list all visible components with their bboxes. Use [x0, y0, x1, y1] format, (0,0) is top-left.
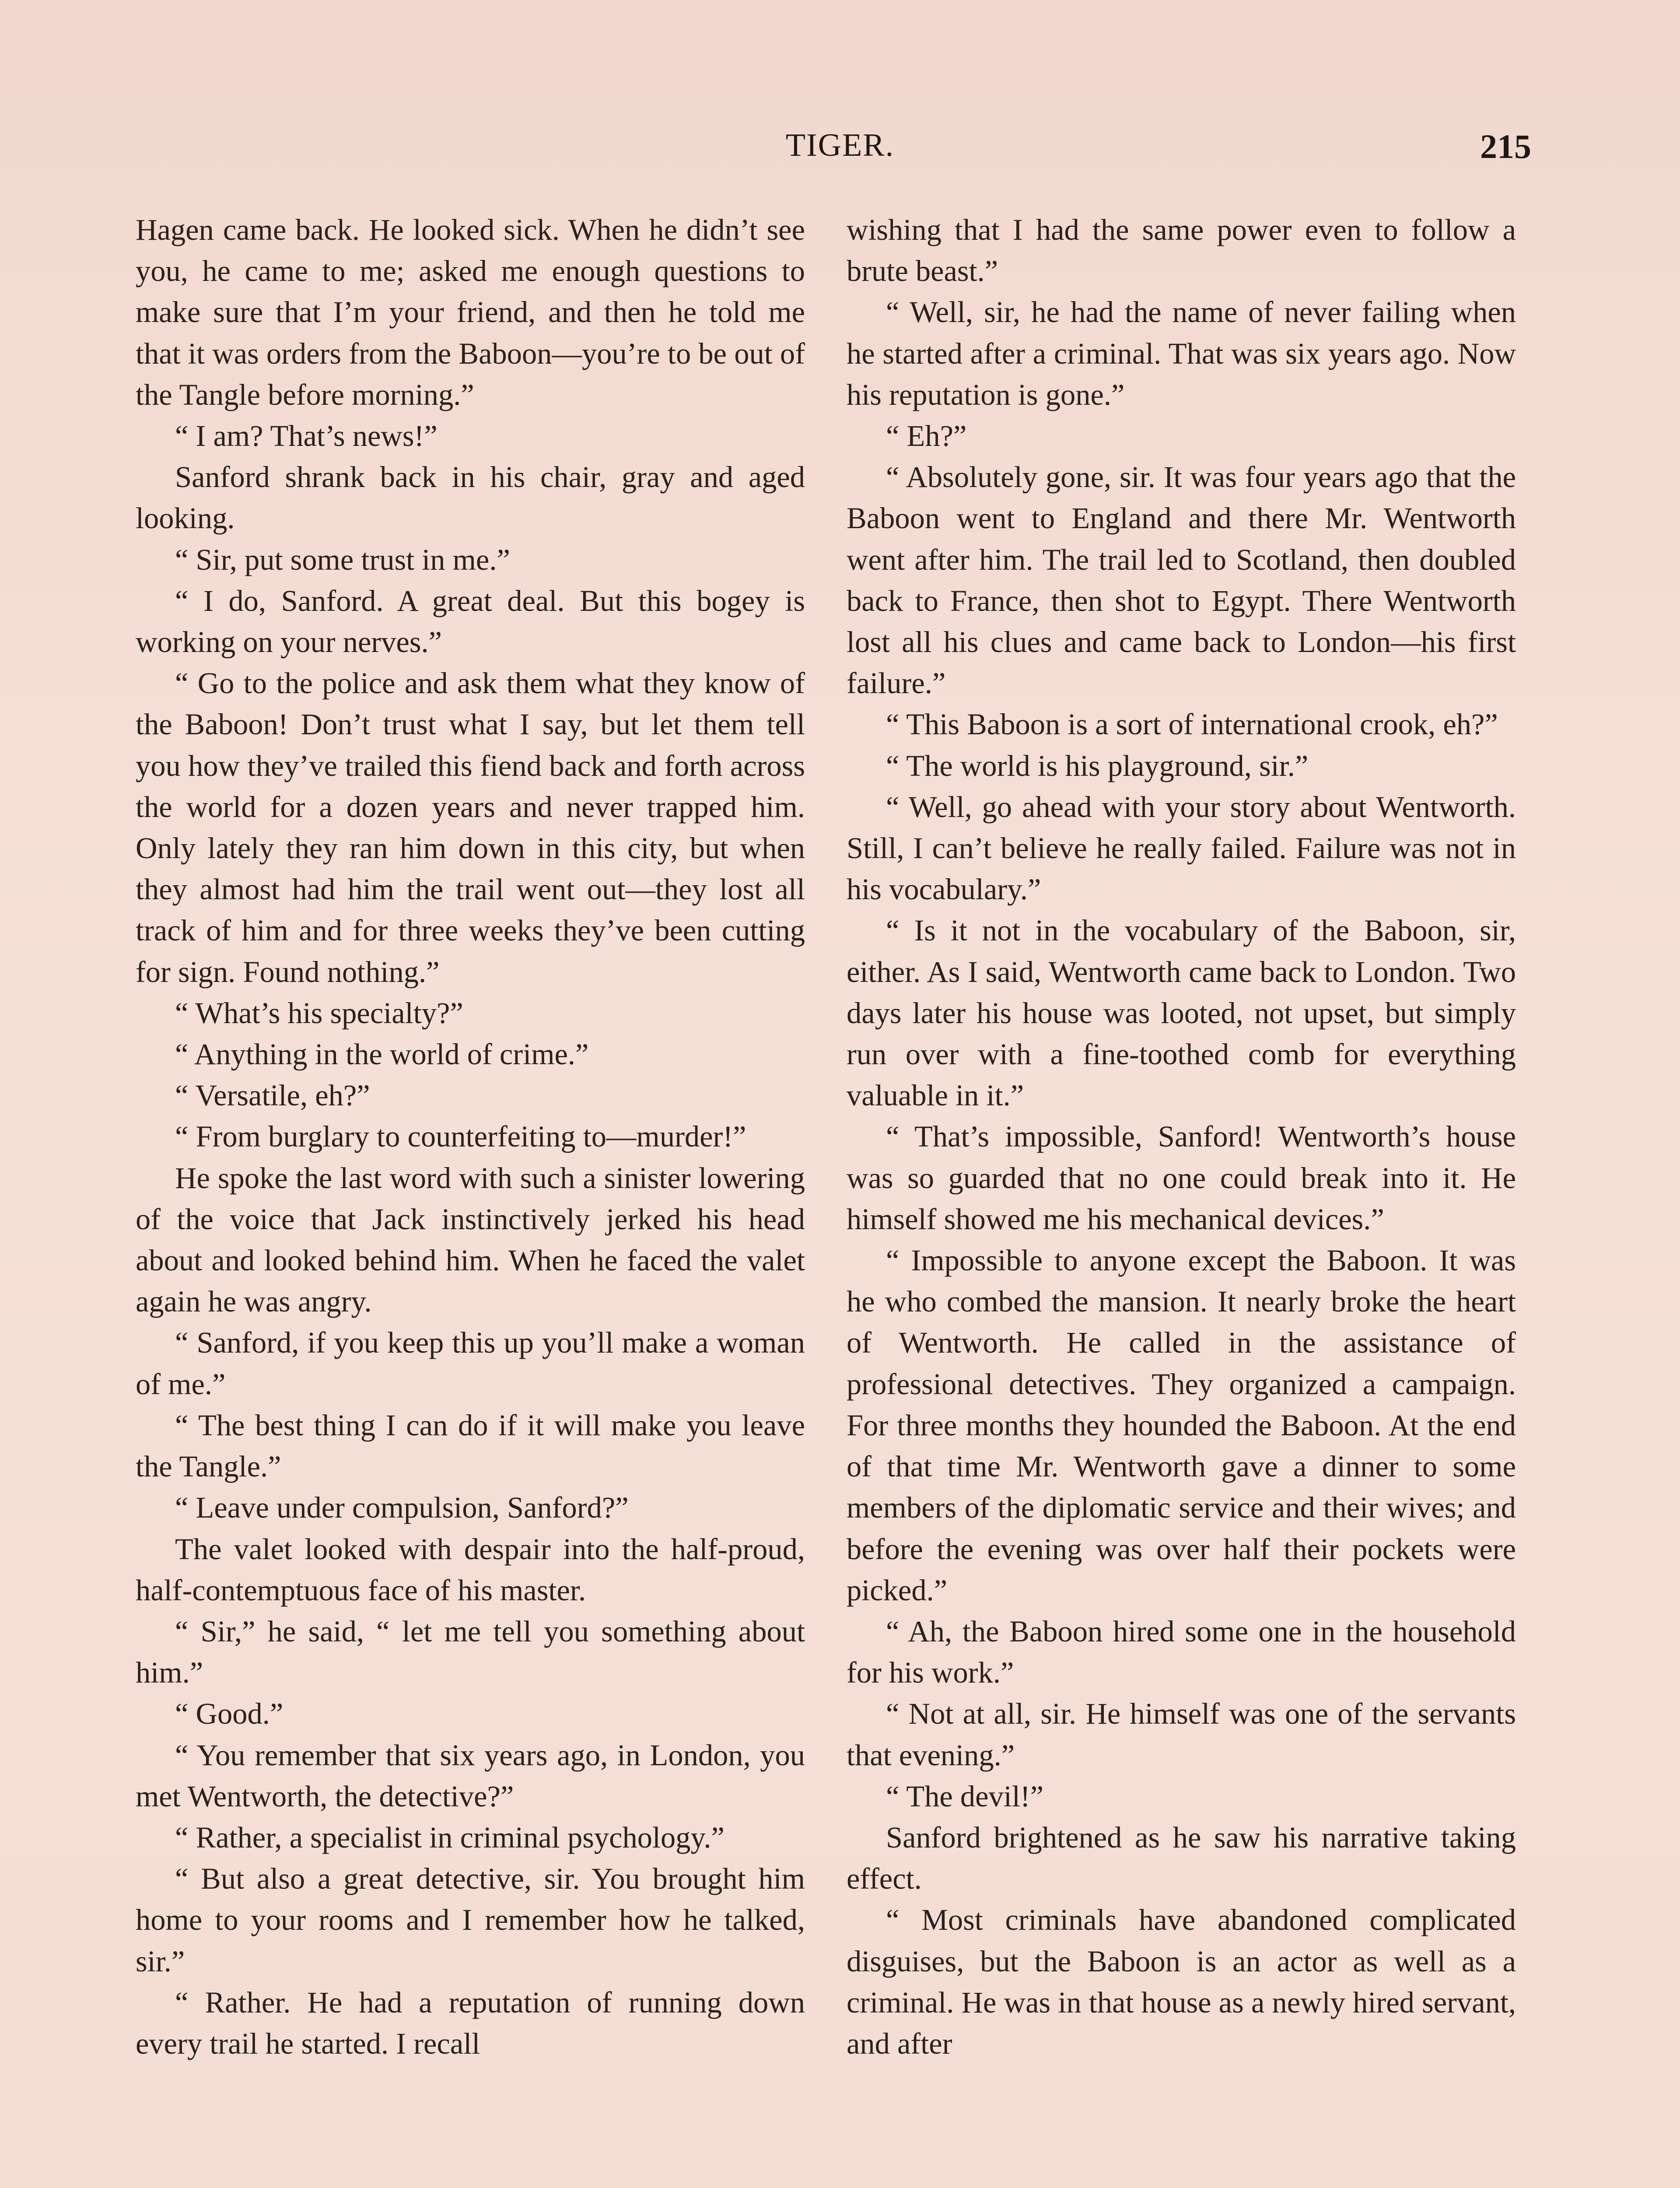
paragraph: “ The world is his playground, sir.” — [886, 749, 1309, 782]
paragraph: wishing that I had the same power even to follow a brute beast.” — [847, 213, 1516, 288]
running-title: TIGER. — [785, 127, 895, 163]
paragraph: Sanford brightened as he saw his narrative taking effect. — [847, 1820, 1516, 1896]
paragraph: He spoke the last word with such a sinister lowering of the voice that Jack instinctively jerked his head about and looked behind him. When he faced the valet again he was angry. — [136, 1161, 805, 1318]
paragraph: “ Most criminals have abandoned complicated disguises, but the Baboon is an actor as well as a criminal. He was in that house as a newly hired servant, and after — [847, 1903, 1516, 2060]
paragraph: “ From burglary to counterfeiting to—murder!” — [175, 1120, 746, 1154]
paragraph: Hagen came back. He looked sick. When he didn’t see you, he came to me; asked me enough questions to make sure that I’m your friend, and then he told me that it was orders from the Baboon—you’re to be out of the Tangle before morning.” — [136, 213, 805, 411]
paragraph: “ That’s impossible, Sanford! Wentworth’s house was so guarded that no one could break into it. He himself showed me his mechanical devices.” — [847, 1120, 1516, 1236]
paragraph: “ Sir, put some trust in me.” — [175, 543, 510, 576]
page-number: 215 — [1480, 127, 1531, 165]
paragraph: “ Ah, the Baboon hired some one in the household for his work.” — [847, 1614, 1516, 1690]
paragraph: “ You remember that six years ago, in London, you met Wentworth, the detective?” — [136, 1738, 805, 1813]
left-text-column — [136, 209, 805, 2064]
paragraph: “ Absolutely gone, sir. It was four years ago that the Baboon went to England and there Mr. Wentworth went after him. The trail led to Scotland, then doubled back to France, then shot to Egypt. There Wentworth lost all his clues and came back to London—his first failure.” — [847, 460, 1516, 700]
paragraph: “ I do, Sanford. A great deal. But this bogey is working on your nerves.” — [136, 584, 805, 659]
paragraph: “ Sanford, if you keep this up you’ll make a woman of me.” — [136, 1326, 805, 1401]
paragraph: Sanford shrank back in his chair, gray and aged looking. — [136, 460, 805, 535]
paragraph: “ What’s his specialty?” — [175, 996, 463, 1030]
paragraph: “ Eh?” — [886, 419, 967, 453]
paragraph: “ Anything in the world of crime.” — [175, 1038, 589, 1071]
paragraph: “ Is it not in the vocabulary of the Baboon, sir, either. As I said, Wentworth came back to London. Two days later his house was looted, not upset, but simply run over with a fine-toothed comb for everything valuable in it.” — [847, 914, 1516, 1112]
paragraph: “ The best thing I can do if it will make you leave the Tangle.” — [136, 1408, 805, 1483]
paragraph: “ Leave under compulsion, Sanford?” — [175, 1491, 629, 1525]
paragraph: “ This Baboon is a sort of international crook, eh?” — [886, 708, 1498, 741]
paragraph: “ Impossible to anyone except the Baboon. It was he who combed the mansion. It nearly broke the heart of Wentworth. He called in the assistance of professional detectives. They organized a campaign. For three months they hounded the Baboon. At the end of that time Mr. Wentworth gave a dinner to some members of the diplomatic service and their wives; and before the evening was over half their pockets were picked.” — [847, 1244, 1516, 1607]
paragraph: “ Sir,” he said, “ let me tell you something about him.” — [136, 1614, 805, 1690]
paragraph: The valet looked with despair into the half-proud, half-contemptuous face of his master. — [136, 1532, 805, 1607]
paragraph: “ Versatile, eh?” — [175, 1079, 370, 1112]
paragraph: “ Well, sir, he had the name of never failing when he started after a criminal. That was six years ago. Now his reputation is gone.” — [847, 295, 1516, 411]
right-text-column — [847, 209, 1516, 2064]
paragraph: “ Rather. He had a reputation of running down every trail he started. I recall — [136, 1985, 805, 2060]
paragraph: “ I am? That’s news!” — [175, 419, 438, 453]
paragraph: “ Rather, a specialist in criminal psychology.” — [175, 1820, 724, 1854]
paragraph: “ Well, go ahead with your story about Wentworth. Still, I can’t believe he really failed. Failure was not in his vocabulary.” — [847, 790, 1516, 906]
paragraph: “ The devil!” — [886, 1779, 1044, 1813]
paragraph: “ Not at all, sir. He himself was one of the servants that evening.” — [847, 1697, 1516, 1772]
paragraph: “ But also a great detective, sir. You brought him home to your rooms and I remember how he talked, sir.” — [136, 1862, 805, 1978]
page-header — [0, 127, 1680, 179]
paragraph: “ Good.” — [175, 1697, 284, 1731]
paragraph: “ Go to the police and ask them what they know of the Baboon! Don’t trust what I say, but let them tell you how they’ve trailed this fiend back and forth across the world for a dozen years and never trapped him. Only lately they ran him down in this city, but when they almost had him the trail went out—they lost all track of him and for three weeks they’ve been cutting for sign. Found nothing.” — [136, 666, 805, 989]
